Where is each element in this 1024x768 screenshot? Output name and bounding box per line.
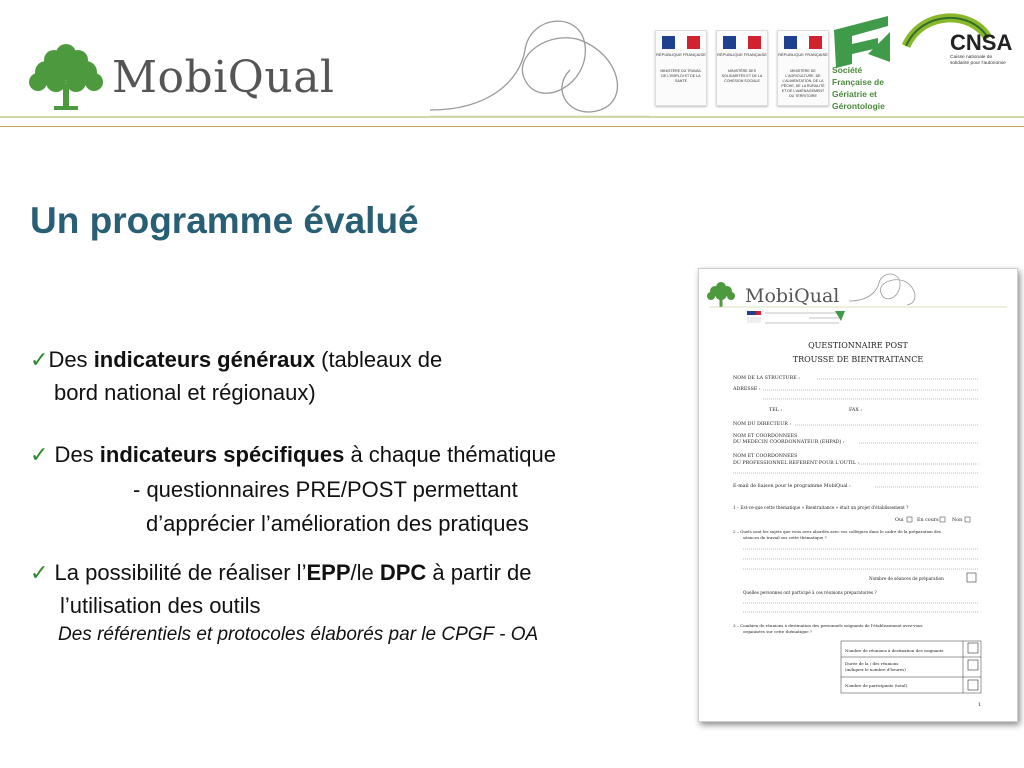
- doc-option: Oui: [895, 518, 904, 523]
- doc-table-cell: Nombre de participants (total): [845, 683, 908, 688]
- cnsa-subtitle: Caisse nationale de solidarité pour l'autonomie: [950, 55, 1006, 66]
- doc-field: FAX :: [849, 408, 862, 413]
- doc-field: DU PROFESSIONNEL REFERENT POUR L'OUTIL :: [733, 461, 860, 466]
- bullet-general-indicators: ✓Des indicateurs généraux (tableaux de: [30, 347, 443, 372]
- doc-question-3: 3 – Combien de réunions à destination des personnels soignants de l'établissement avez-vous: [733, 623, 923, 628]
- header-divider: [0, 116, 1024, 118]
- checkmark-icon: ✓: [30, 560, 49, 585]
- doc-field: NOM DE LA STRUCTURE :: [733, 376, 800, 381]
- bullet-epp-dpc: ✓ La possibilité de réaliser l’EPP/le DPC à partir de: [30, 560, 532, 585]
- bullet-specific-indicators: ✓ Des indicateurs spécifiques à chaque thématique: [30, 442, 556, 467]
- doc-table-cell: (indiquer le nombre d'heures): [845, 667, 906, 672]
- header-banner: [0, 0, 1024, 130]
- sfgg-name: Société Française de Gériatrie et Gérontologie: [832, 65, 885, 111]
- french-flag-icon: [662, 36, 700, 49]
- header-divider-gold: [0, 126, 1024, 127]
- doc-checkbox: [940, 517, 945, 522]
- checkmark-icon: ✓: [30, 442, 49, 467]
- cnsa-logo-text: CNSA: [950, 30, 1013, 55]
- doc-checkbox: [967, 573, 976, 582]
- doc-question-2-count: Nombre de séances de préparation: [869, 576, 944, 581]
- doc-field: NOM ET COORDONNEES: [733, 434, 798, 439]
- doc-checkbox: [968, 680, 978, 690]
- doc-field: ADRESSE :: [733, 387, 761, 392]
- doc-question-3b: organisées sur cette thématique ?: [743, 629, 813, 634]
- bullet-specific-line3: d’apprécier l’amélioration des pratiques: [146, 511, 529, 536]
- doc-question-1: 1 – Est-ce-que cette thématique « Bientraitance » était un projet d'établissement ?: [733, 505, 909, 510]
- ministry-logo-1: RÉPUBLIQUE FRANÇAISE MINISTÈRE DU TRAVAIL DE L'EMPLOI ET DE LA SANTÉ: [655, 30, 707, 106]
- ministry-logo-3: RÉPUBLIQUE FRANÇAISE MINISTÈRE DE L'AGRICULTURE, DE L'ALIMENTATION, DE LA PÊCHE, DE LA RURALITÉ ET DE L'AMÉNAGEMENT DU TERRITOIRE: [777, 30, 829, 106]
- doc-field: TEL :: [769, 408, 783, 413]
- doc-checkbox: [965, 517, 970, 522]
- doc-page-number: 1: [978, 702, 982, 708]
- doc-question-2: 2 – Quels sont les sujets que vous avez abordés avec vos collègues dans le cadre de la préparation des: [733, 529, 941, 534]
- doc-title-2: TROUSSE DE BIENTRAITANCE: [792, 355, 924, 364]
- bullet-epp-dpc-line2: l’utilisation des outils: [60, 593, 261, 618]
- doc-tree-icon: [707, 282, 735, 307]
- doc-checkbox: [968, 660, 978, 670]
- doc-checkbox: [968, 643, 978, 653]
- french-flag-icon: [784, 36, 822, 49]
- tree-logo-icon: [28, 40, 104, 112]
- doc-table-cell: Nombre de réunions à destination des soignants: [845, 648, 944, 653]
- doc-question-2-persons: Quelles personnes ont participé à ces réunions préparatoires ?: [743, 590, 877, 595]
- decorative-loops-icon: [430, 10, 650, 120]
- mobiqual-logo-text: MobiQual: [112, 52, 335, 103]
- bullet-specific-line2: - questionnaires PRE/POST permettant: [133, 477, 518, 502]
- doc-checkbox: [907, 517, 912, 522]
- questionnaire-document-image: [698, 268, 1018, 722]
- slide-title: Un programme évalué: [30, 200, 419, 241]
- ministry-logo-2: RÉPUBLIQUE FRANÇAISE MINISTÈRE DES SOLIDARITÉS ET DE LA COHÉSION SOCIALE: [716, 30, 768, 106]
- doc-field: E-mail de liaison pour le programme MobiQual :: [733, 484, 851, 489]
- questionnaire-page: [699, 269, 1017, 721]
- ministry-logos: [655, 30, 829, 106]
- doc-field: NOM DU DIRECTEUR :: [733, 422, 792, 427]
- doc-field: DU MEDECIN COORDONNATEUR (EHPAD) :: [733, 440, 845, 445]
- checkmark-icon: ✓: [30, 347, 49, 372]
- doc-title-1: QUESTIONNAIRE POST: [808, 341, 908, 350]
- referentials-note: Des référentiels et protocoles élaborés par le CPGF - OA: [58, 624, 539, 645]
- doc-field: NOM ET COORDONNEES: [733, 454, 798, 459]
- doc-option: Non: [952, 518, 963, 523]
- doc-question-2b: séances de travail sur cette thématique ?: [743, 535, 827, 540]
- french-flag-icon: [723, 36, 761, 49]
- bullet-general-indicators-line2: bord national et régionaux): [54, 380, 316, 405]
- doc-table-cell: Durée de la / des réunions: [845, 661, 899, 666]
- doc-option: En cours: [917, 518, 939, 523]
- doc-logo-text: MobiQual: [745, 285, 840, 307]
